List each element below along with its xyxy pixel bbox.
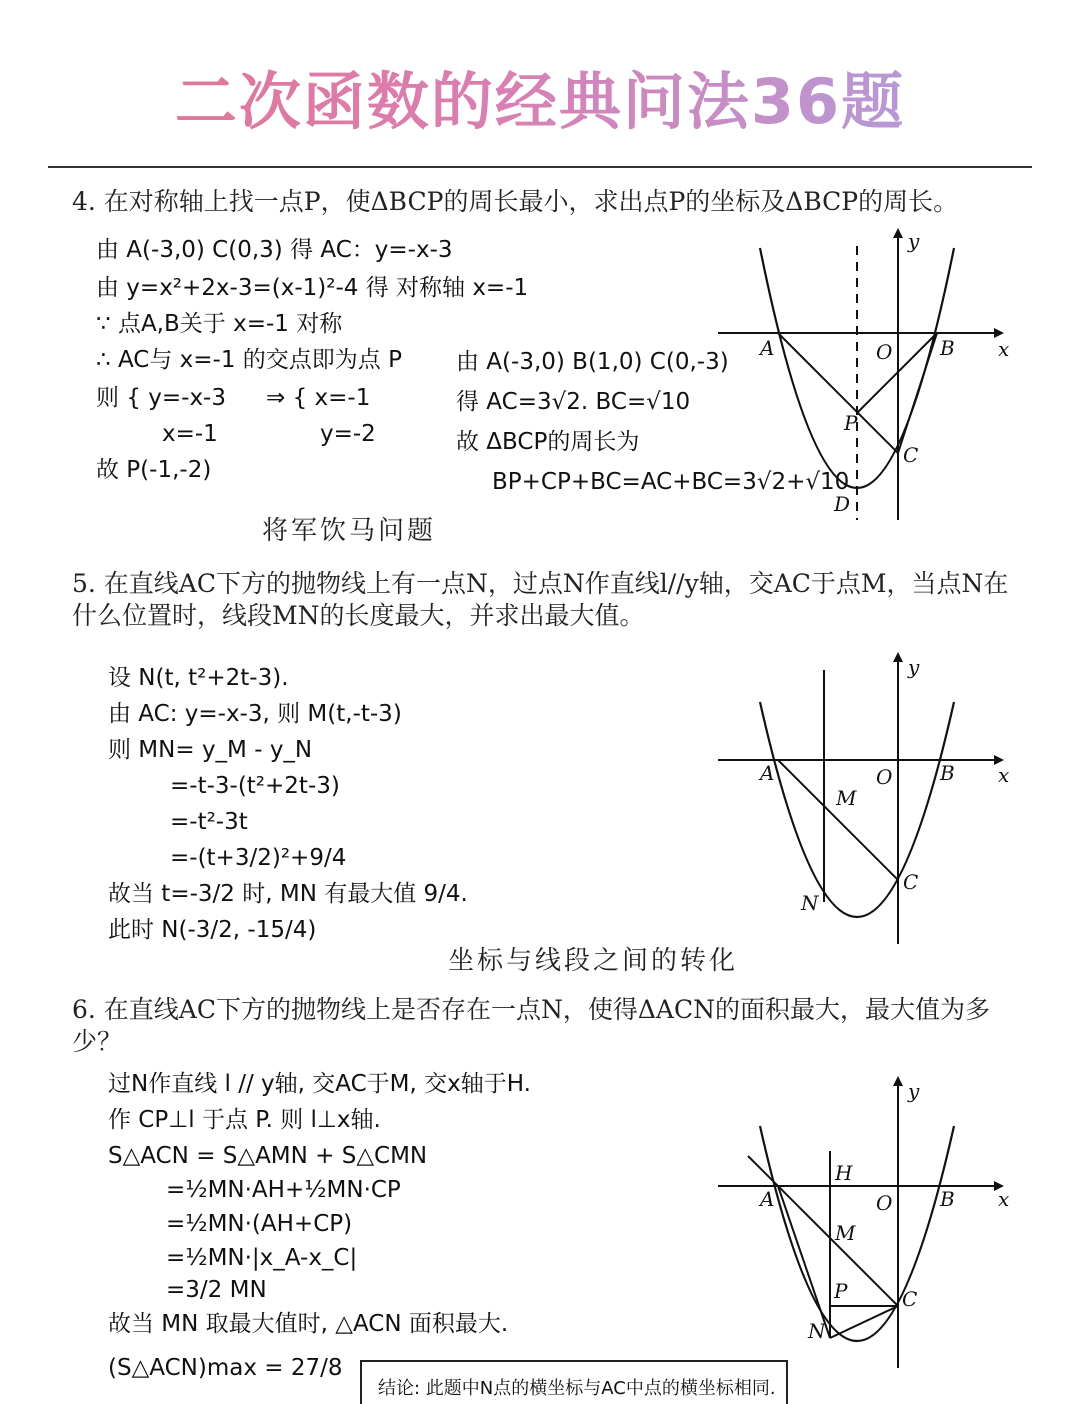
- q4-y-axis-label: y: [908, 229, 920, 253]
- q6-point-A: A: [760, 1187, 775, 1211]
- q5-point-B: B: [940, 761, 955, 785]
- question-5: 5. 在直线AC下方的抛物线上有一点N，过点N作直线l//y轴，交AC于点M，当点N在什么位置时，线段MN的长度最大，并求出最大值。: [72, 569, 1009, 630]
- q5-method-tag: 坐标与线段之间的转化: [448, 946, 739, 976]
- q4-point-C: C: [903, 443, 919, 467]
- q5-step-6: =-(t+3/2)²+9/4: [170, 845, 347, 871]
- q5-parabola-graph: [712, 652, 1012, 952]
- q4-step-1: 由 A(-3,0) C(0,3) 得 AC：y=-x-3: [96, 237, 453, 263]
- q5-y-axis-label: y: [908, 655, 920, 679]
- q6-point-O: O: [876, 1191, 893, 1215]
- q4-right-step-2: 得 AC=3√2. BC=√10: [456, 389, 691, 415]
- q5-step-1: 设 N(t, t²+2t-3).: [108, 665, 289, 691]
- q6-step-7: =3/2 MN: [166, 1277, 267, 1303]
- q6-point-H: H: [835, 1161, 853, 1185]
- q6-conclusion-box: 结论: 此题中N点的横坐标与AC中点的横坐标相同.: [360, 1360, 788, 1404]
- q5-point-A: A: [760, 761, 775, 785]
- q5-point-O: O: [876, 765, 893, 789]
- q4-method-tag: 将军饮马问题: [262, 516, 437, 546]
- q5-point-M: M: [836, 786, 857, 810]
- q4-right-step-3: 故 ΔBCP的周长为: [456, 429, 640, 455]
- q6-step-2: 作 CP⊥l 于点 P. 则 l⊥x轴.: [108, 1107, 381, 1133]
- q6-step-8: 故当 MN 取最大值时, △ACN 面积最大.: [108, 1311, 509, 1337]
- q6-x-axis-label: x: [998, 1187, 1010, 1211]
- q6-step-4: =½MN·AH+½MN·CP: [166, 1177, 401, 1203]
- q4-right-step-1: 由 A(-3,0) B(1,0) C(0,-3): [456, 349, 729, 375]
- q5-step-4: =-t-3-(t²+2t-3): [170, 773, 340, 799]
- q6-point-P: P: [834, 1279, 848, 1303]
- title-divider: [48, 166, 1032, 168]
- q4-parabola-graph: [712, 228, 1012, 528]
- q5-step-8: 此时 N(-3/2, -15/4): [108, 917, 317, 943]
- page-title: 二次函数的经典问法36题: [0, 52, 1080, 141]
- q4-system-line-1: 则 { y=-x-3: [96, 385, 226, 411]
- q4-point-A: A: [760, 336, 775, 360]
- q5-x-axis-label: x: [998, 763, 1010, 787]
- q6-point-N: N: [808, 1319, 826, 1343]
- q4-system-line-2: x=-1: [162, 421, 218, 447]
- q5-step-2: 由 AC: y=-x-3, 则 M(t,-t-3): [108, 701, 402, 727]
- q6-step-5: =½MN·(AH+CP): [166, 1211, 353, 1237]
- q6-step-3: S△ACN = S△AMN + S△CMN: [108, 1143, 428, 1169]
- question-6: 6. 在直线AC下方的抛物线上是否存在一点N，使得ΔACN的面积最大，最大值为多少？: [72, 995, 990, 1056]
- q6-point-C: C: [902, 1287, 918, 1311]
- q6-step-9: (S△ACN)max = 27/8: [108, 1355, 343, 1381]
- q4-result-line-1: ⇒ { x=-1: [266, 385, 371, 411]
- q5-point-N: N: [801, 891, 819, 915]
- q4-answer: 故 P(-1,-2): [96, 457, 212, 483]
- q4-result-line-2: y=-2: [320, 421, 376, 447]
- q4-point-D: D: [834, 492, 851, 516]
- question-4: 4. 在对称轴上找一点P，使ΔBCP的周长最小，求出点P的坐标及ΔBCP的周长。: [72, 187, 959, 216]
- q6-step-1: 过N作直线 l // y轴, 交AC于M, 交x轴于H.: [108, 1071, 531, 1097]
- q6-y-axis-label: y: [908, 1079, 920, 1103]
- q4-right-step-4: BP+CP+BC=AC+BC=3√2+√10: [492, 469, 850, 495]
- q4-point-B: B: [940, 336, 955, 360]
- q4-step-3: ∵ 点A,B关于 x=-1 对称: [96, 311, 343, 337]
- q6-parabola-graph: [712, 1076, 1012, 1376]
- q5-step-3: 则 MN= y_M - y_N: [108, 737, 313, 763]
- q5-step-5: =-t²-3t: [170, 809, 248, 835]
- q4-step-2: 由 y=x²+2x-3=(x-1)²-4 得 对称轴 x=-1: [96, 275, 529, 301]
- q5-step-7: 故当 t=-3/2 时, MN 有最大值 9/4.: [108, 881, 468, 907]
- q6-point-B: B: [940, 1187, 955, 1211]
- q4-point-P: P: [844, 411, 858, 435]
- q4-x-axis-label: x: [998, 337, 1010, 361]
- q4-point-O: O: [876, 340, 893, 364]
- q4-step-4: ∴ AC与 x=-1 的交点即为点 P: [96, 347, 402, 373]
- q5-point-C: C: [903, 870, 919, 894]
- q6-point-M: M: [835, 1221, 856, 1245]
- q6-step-6: =½MN·|x_A-x_C|: [166, 1245, 358, 1271]
